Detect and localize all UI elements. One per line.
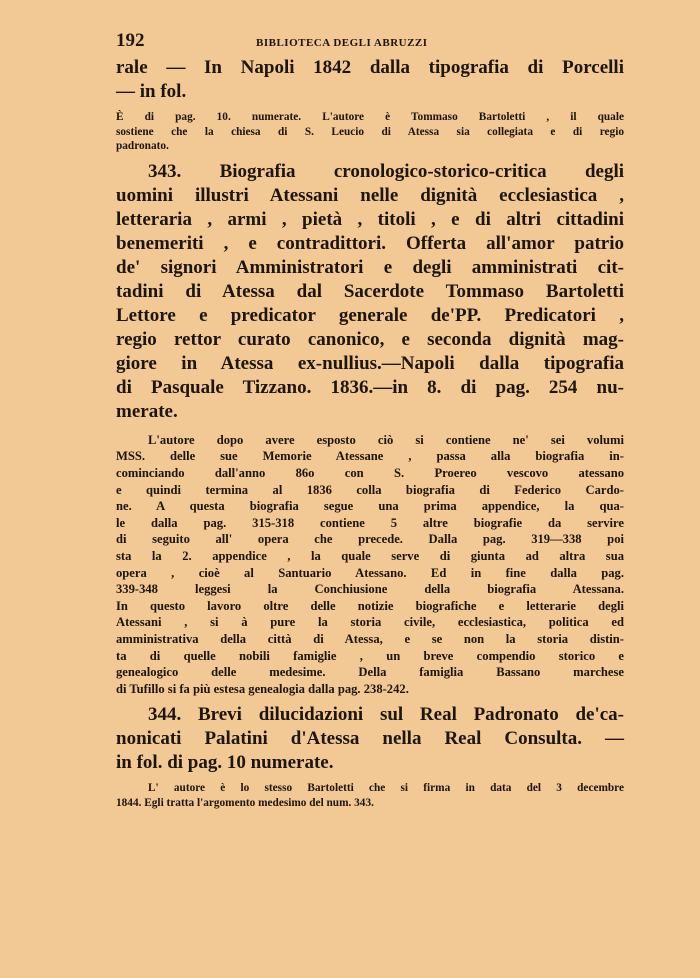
text-line bbox=[116, 703, 624, 727]
page-header bbox=[116, 30, 624, 54]
entry-title-start: Brevi dilucidazioni sul Real Padronato de'ca- bbox=[197, 704, 625, 726]
text-line bbox=[116, 160, 624, 184]
text-line: sostiene che la chiesa di S. Leucio di Atessa sia collegiata e di regio bbox=[116, 125, 624, 138]
entry-343-note bbox=[116, 432, 624, 698]
text-line: e quindi termina al 1836 colla biografia di Federico Cardo- bbox=[116, 482, 624, 497]
entry-number: 343. bbox=[148, 160, 182, 182]
entry-344-note bbox=[116, 781, 624, 810]
text-line: nonicati Palatini d'Atessa nella Real Consulta. — bbox=[116, 728, 624, 750]
text-line: 1844. Egli tratta l'argomento medesimo del num. 343. bbox=[116, 796, 374, 809]
text-line: L' autore è lo stesso Bartoletti che si firma in data del 3 decembre bbox=[148, 782, 624, 795]
text-line: È di pag. 10. numerate. L'autore è Tommaso Bartoletti , il quale bbox=[116, 111, 624, 123]
text-line: opera , cioè al Santuario Atessano. Ed in fine dalla pag. bbox=[116, 565, 624, 580]
text-line: regio rettor curato canonico, e seconda dignità mag- bbox=[116, 328, 624, 350]
text-line: rale — In Napoli 1842 dalla tipografia di Porcelli bbox=[116, 57, 624, 78]
entry-title-start: Biografia cronologico-storico-critica degli bbox=[219, 160, 625, 182]
text-line: di Tufillo si fa più estesa genealogia dalla pag. 238-242. bbox=[116, 681, 409, 696]
text-line: L'autore dopo avere esposto ciò si contiene ne' sei volumi bbox=[148, 432, 624, 447]
text-line: ta di quelle nobili famiglie , un breve compendio storico e bbox=[116, 648, 624, 663]
entry-343 bbox=[116, 160, 624, 424]
text-line: padronato. bbox=[116, 140, 169, 153]
text-line: in fol. di pag. 10 numerate. bbox=[116, 752, 334, 774]
text-line: Atessani , si à pure la storia civile, ecclesiastica, politica ed bbox=[116, 615, 624, 630]
text-line: tadini di Atessa dal Sacerdote Tommaso Bartoletti bbox=[116, 280, 624, 302]
entry-342-title-continuation bbox=[116, 56, 624, 104]
text-line: de' signori Amministratori e degli amministrati cit- bbox=[116, 256, 624, 278]
text-line: amministrativa della città di Atessa, e se non la storia distin- bbox=[116, 631, 624, 646]
text-line: di Pasquale Tizzano. 1836.—in 8. di pag. 254 nu- bbox=[116, 376, 624, 398]
text-line: — in fol. bbox=[116, 81, 187, 102]
text-line: le dalla pag. 315-318 contiene 5 altre biografie da servire bbox=[116, 515, 624, 530]
entry-number: 344. bbox=[148, 704, 182, 726]
text-line: cominciando dall'anno 86o con S. Proereo vescovo atessano bbox=[116, 465, 624, 480]
text-line: In questo lavoro oltre delle notizie biografiche e letterarie degli bbox=[116, 598, 624, 613]
text-line: Lettore e predicator generale de'PP. Predicatori , bbox=[116, 304, 624, 326]
page-number: 192 bbox=[116, 30, 145, 51]
text-line: MSS. delle sue Memorie Atessane , passa alla biografia in- bbox=[116, 449, 624, 464]
entry-342-note bbox=[116, 110, 624, 154]
text-line: uomini illustri Atessani nelle dignità ecclesiastica , bbox=[116, 184, 624, 206]
text-line: di seguito all' opera che precede. Dalla pag. 319—338 poi bbox=[116, 532, 624, 547]
running-head: BIBLIOTECA DEGLI ABRUZZI bbox=[256, 37, 428, 49]
text-line: 339-348 leggesi la Conchiusione della biografia Atessana. bbox=[116, 582, 624, 597]
text-line: giore in Atessa ex-nullius.—Napoli dalla tipografia bbox=[116, 352, 624, 374]
text-line: merate. bbox=[116, 400, 178, 422]
text-line: genealogico delle medesime. Della famiglia Bassano marchese bbox=[116, 665, 624, 680]
text-line: letteraria , armi , pietà , titoli , e di altri cittadini bbox=[116, 208, 624, 230]
text-line: ne. A questa biografia segue una prima appendice, la qua- bbox=[116, 499, 624, 514]
entry-344 bbox=[116, 703, 624, 775]
text-line: benemeriti , e contradittori. Offerta all'amor patrio bbox=[116, 232, 624, 254]
text-line: sta la 2. appendice , la quale serve di giunta ad altra sua bbox=[116, 548, 624, 563]
